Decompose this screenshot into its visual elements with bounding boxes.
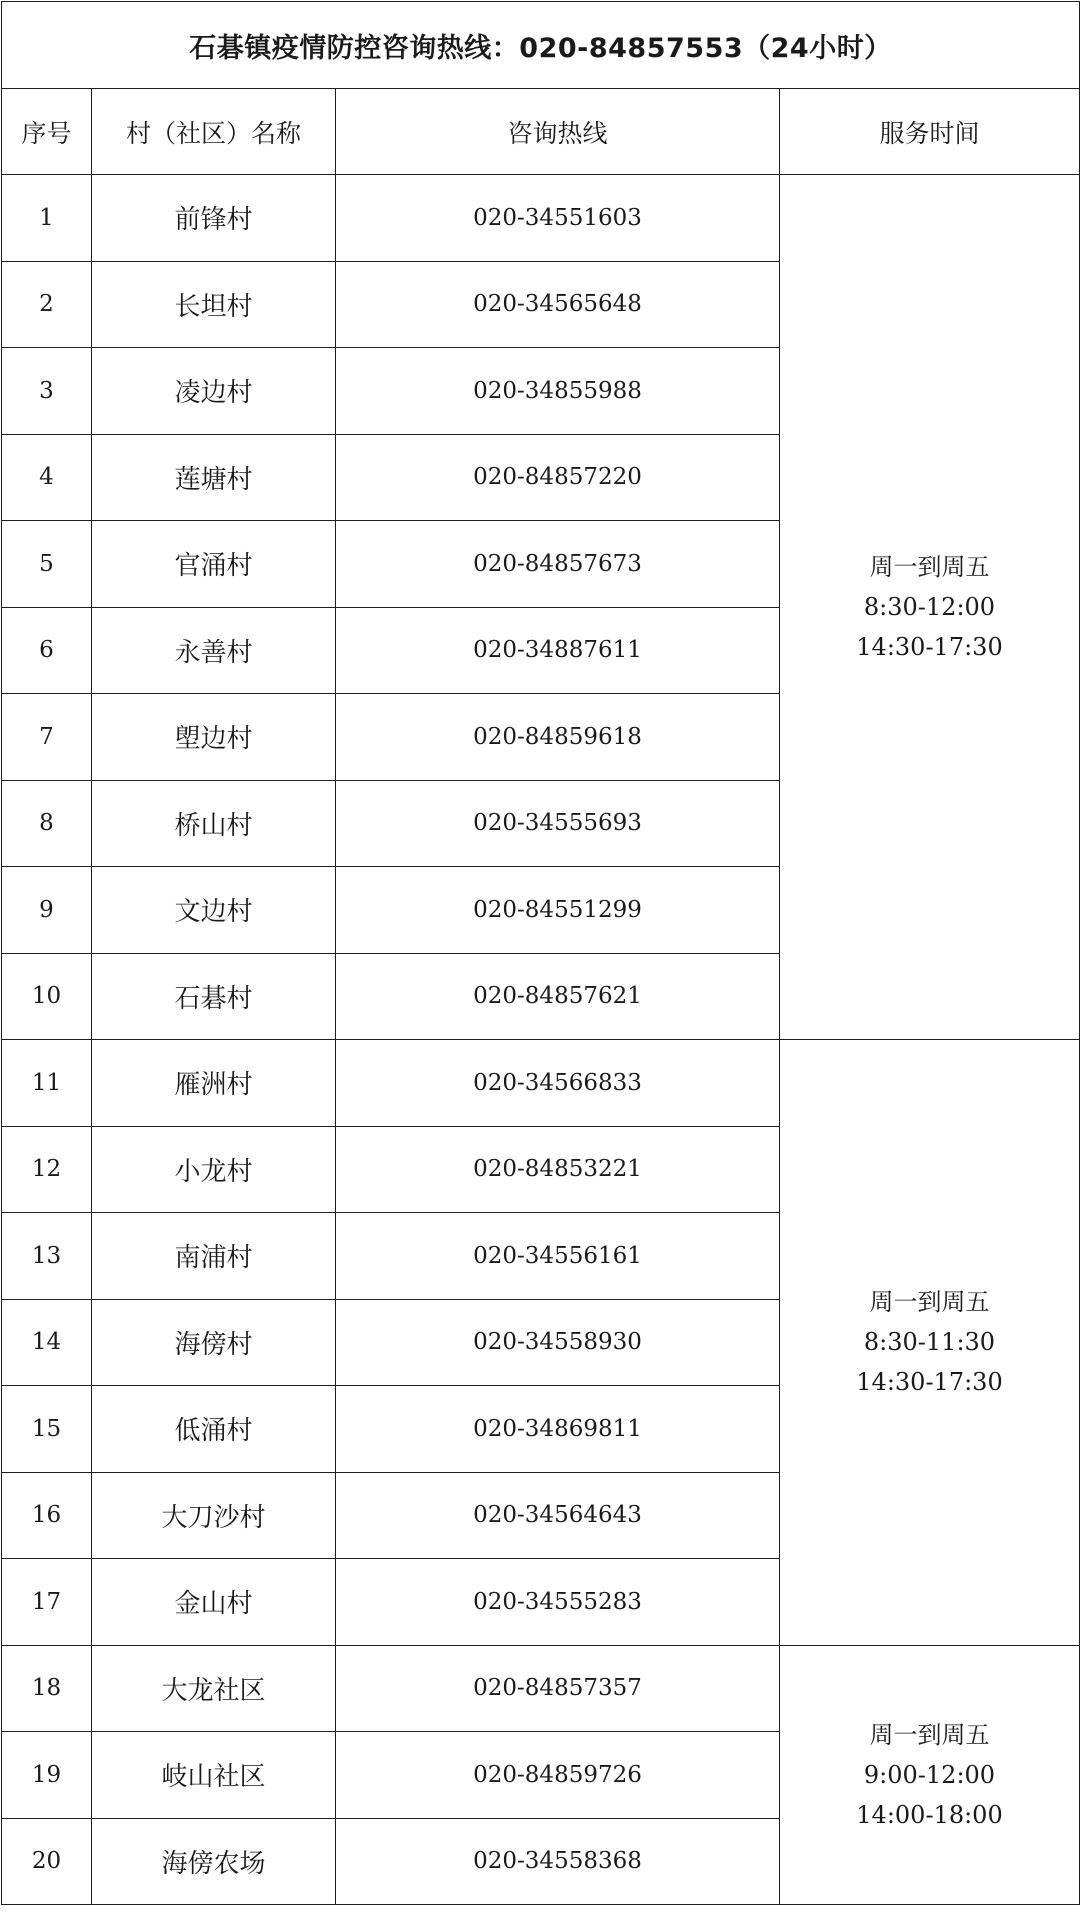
service-hours-cell: [780, 1040, 1080, 1646]
service-hours-days: 周一到周五: [869, 1720, 990, 1749]
village-name: 塱边村: [92, 694, 336, 781]
hotline-number: 020-34566833: [336, 1040, 780, 1127]
village-name: 永善村: [92, 607, 336, 694]
hotline-number: 020-34551603: [336, 175, 780, 262]
row-index: 14: [2, 1299, 92, 1386]
hotline-number: 020-84857357: [336, 1645, 780, 1732]
village-name: 雁洲村: [92, 1040, 336, 1127]
table-row: [2, 175, 1080, 262]
service-hours-am: 8:30-11:30: [863, 1328, 996, 1357]
header-index: 序号: [2, 89, 92, 175]
row-index: 10: [2, 953, 92, 1040]
hotline-number: 020-34555283: [336, 1559, 780, 1646]
row-index: 5: [2, 521, 92, 608]
row-index: 13: [2, 1213, 92, 1300]
row-index: 3: [2, 348, 92, 435]
row-index: 7: [2, 694, 92, 781]
service-hours-am: 9:00-12:00: [863, 1760, 996, 1789]
header-hours: 服务时间: [780, 89, 1080, 175]
service-hours-days: 周一到周五: [869, 553, 990, 581]
village-name: 前锋村: [92, 175, 336, 262]
village-name: 官涌村: [92, 521, 336, 608]
row-index: 17: [2, 1559, 92, 1646]
hotline-number: 020-34869811: [336, 1386, 780, 1473]
hotline-number: 020-84857621: [336, 953, 780, 1040]
village-name: 低涌村: [92, 1386, 336, 1473]
village-name: 石碁村: [92, 953, 336, 1040]
village-name: 小龙村: [92, 1126, 336, 1213]
row-index: 4: [2, 434, 92, 521]
hotline-table: [1, 1, 1080, 1905]
village-name: 文边村: [92, 867, 336, 954]
service-hours-cell: [780, 175, 1080, 1040]
hotline-number: 020-84853221: [336, 1126, 780, 1213]
title-row: [2, 2, 1080, 89]
service-hours-pm: 14:30-17:30: [856, 633, 1003, 661]
service-hours-am: 8:30-12:00: [863, 593, 996, 621]
hotline-number: 020-34556161: [336, 1213, 780, 1300]
service-hours-days: 周一到周五: [869, 1288, 990, 1317]
row-index: 2: [2, 261, 92, 348]
village-name: 莲塘村: [92, 434, 336, 521]
row-index: 20: [2, 1818, 92, 1905]
row-index: 1: [2, 175, 92, 262]
village-name: 海傍村: [92, 1299, 336, 1386]
hotline-number: 020-34564643: [336, 1472, 780, 1559]
village-name: 海傍农场: [92, 1818, 336, 1905]
hotline-number: 020-34887611: [336, 607, 780, 694]
hotline-number: 020-84551299: [336, 867, 780, 954]
hotline-number: 020-34558930: [336, 1299, 780, 1386]
village-name: 大刀沙村: [92, 1472, 336, 1559]
row-index: 9: [2, 867, 92, 954]
header-phone: 咨询热线: [336, 89, 780, 175]
service-hours-cell: [780, 1645, 1080, 1905]
hotline-number: 020-34555693: [336, 780, 780, 867]
hotline-number: 020-34565648: [336, 261, 780, 348]
hotline-number: 020-34558368: [336, 1818, 780, 1905]
hotline-number: 020-84857673: [336, 521, 780, 608]
table-title: 石碁镇疫情防控咨询热线：020-84857553（24小时）: [2, 2, 1080, 89]
service-hours-pm: 14:30-17:30: [856, 1368, 1003, 1397]
hotline-number: 020-84859726: [336, 1732, 780, 1819]
service-hours-pm: 14:00-18:00: [856, 1800, 1003, 1829]
row-index: 6: [2, 607, 92, 694]
hotline-number: 020-84857220: [336, 434, 780, 521]
village-name: 桥山村: [92, 780, 336, 867]
row-index: 8: [2, 780, 92, 867]
table-row: [2, 1645, 1080, 1732]
village-name: 金山村: [92, 1559, 336, 1646]
village-name: 凌边村: [92, 348, 336, 435]
row-index: 18: [2, 1645, 92, 1732]
row-index: 16: [2, 1472, 92, 1559]
village-name: 南浦村: [92, 1213, 336, 1300]
row-index: 15: [2, 1386, 92, 1473]
village-name: 大龙社区: [92, 1645, 336, 1732]
village-name: 岐山社区: [92, 1732, 336, 1819]
hotline-number: 020-34855988: [336, 348, 780, 435]
header-name: 村（社区）名称: [92, 89, 336, 175]
row-index: 11: [2, 1040, 92, 1127]
row-index: 12: [2, 1126, 92, 1213]
village-name: 长坦村: [92, 261, 336, 348]
row-index: 19: [2, 1732, 92, 1819]
header-row: [2, 89, 1080, 175]
table-row: [2, 1040, 1080, 1127]
hotline-number: 020-84859618: [336, 694, 780, 781]
